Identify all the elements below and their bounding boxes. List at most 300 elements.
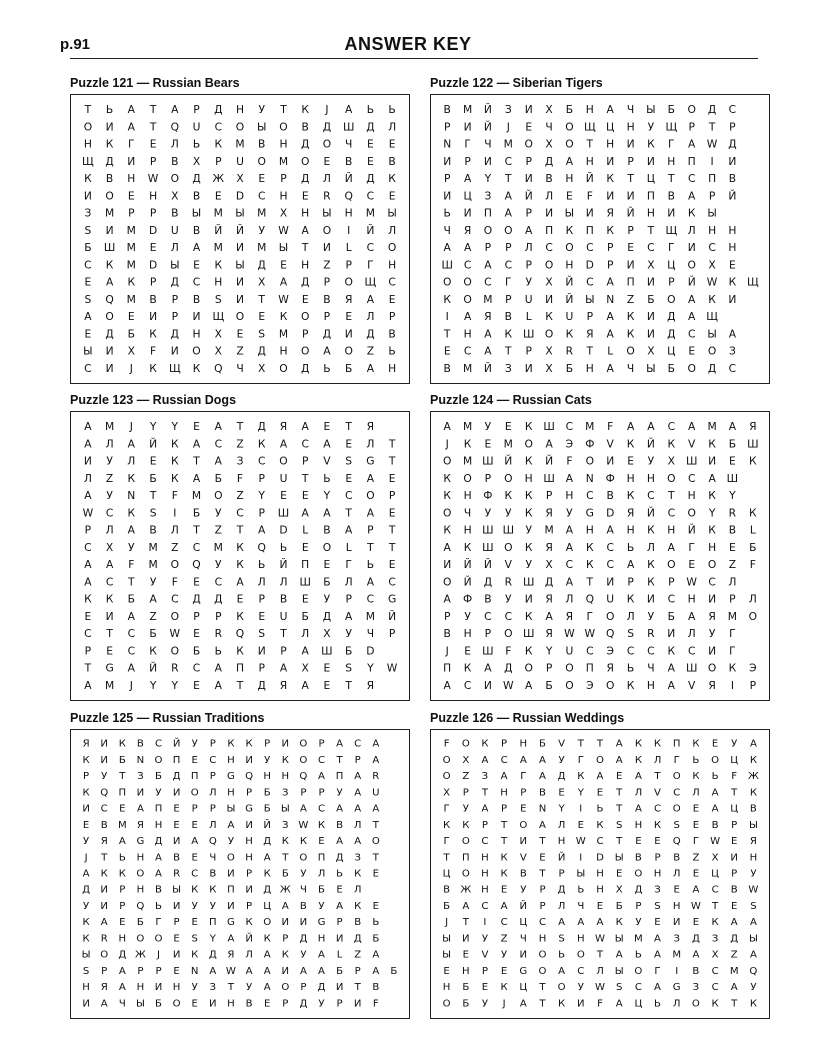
grid-letter: О (299, 852, 308, 864)
grid-letter: Е (504, 420, 512, 434)
grid-letter: П (154, 803, 163, 815)
grid-letter: V (323, 454, 331, 468)
grid-letter: З (84, 206, 92, 220)
grid-letter: И (322, 241, 331, 255)
grid-letter: Е (173, 933, 180, 945)
grid-letter: У (750, 868, 757, 880)
grid-letter: О (667, 558, 676, 572)
grid-letter: Ы (614, 933, 624, 945)
grid-letter: С (577, 965, 585, 977)
grid-letter: П (646, 189, 655, 203)
grid-letter: И (687, 241, 696, 255)
grid-letter: Н (227, 754, 235, 766)
grid-letter: Д (257, 420, 266, 434)
grid-letter: У (155, 787, 162, 799)
grid-letter: Й (646, 437, 655, 451)
grid-letter: Z (462, 771, 470, 783)
grid-letter: Д (335, 852, 344, 864)
grid-letter: С (626, 644, 635, 658)
grid-letter: К (82, 933, 90, 945)
grid-letter: А (558, 917, 566, 929)
grid-letter: Р (388, 489, 396, 503)
grid-letter: О (544, 327, 554, 341)
grid-letter: F (597, 998, 603, 1010)
grid-letter: Х (647, 344, 655, 358)
grid-letter: C (366, 189, 375, 203)
grid-letter: А (372, 738, 380, 750)
grid-letter: С (84, 540, 92, 554)
grid-letter: И (105, 361, 114, 375)
grid-letter: Е (616, 771, 623, 783)
grid-letter: Н (667, 523, 676, 537)
grid-letter: Z (730, 949, 738, 961)
grid-letter: А (500, 901, 508, 912)
grid-letter: Z (728, 558, 737, 572)
grid-letter: С (708, 241, 716, 255)
grid-letter: Ч (484, 137, 492, 151)
grid-letter: Р (215, 609, 222, 623)
word-search-grid (70, 411, 410, 701)
grid-letter: Н (565, 258, 574, 272)
grid-letter: Н (626, 471, 635, 485)
grid-letter: W (706, 137, 718, 151)
grid-letter: Е (558, 787, 565, 799)
grid-letter: Е (388, 137, 396, 151)
grid-letter: И (227, 868, 235, 880)
grid-letter: А (443, 241, 451, 255)
grid-letter: І (710, 154, 714, 168)
grid-letter: Н (462, 965, 470, 977)
grid-letter: Е (149, 137, 157, 151)
grid-letter: Ь (388, 344, 396, 358)
grid-letter: К (82, 787, 90, 799)
grid-letter: S (558, 933, 565, 945)
grid-letter: С (504, 258, 513, 272)
grid-letter: У (264, 754, 271, 766)
grid-letter: В (443, 627, 451, 641)
grid-letter: К (263, 933, 271, 945)
grid-letter: Р (539, 884, 546, 896)
grid-letter: Г (155, 917, 162, 929)
grid-letter: Б (667, 609, 675, 623)
grid-letter: S (615, 982, 623, 994)
puzzle-121 (70, 75, 412, 384)
grid-letter: Л (127, 454, 136, 468)
grid-letter: Д (192, 172, 201, 186)
grid-letter: С (687, 644, 696, 658)
grid-letter: К (214, 258, 223, 272)
grid-letter: Б (462, 998, 470, 1010)
grid-letter: Е (84, 609, 92, 623)
grid-letter: А (263, 852, 271, 864)
grid-letter: К (105, 592, 114, 606)
grid-letter: Е (84, 327, 92, 341)
grid-letter: Д (82, 884, 91, 896)
grid-letter: S (82, 965, 90, 977)
grid-letter: С (84, 627, 92, 641)
grid-letter: Х (105, 540, 114, 554)
grid-letter: И (127, 154, 136, 168)
grid-letter: И (728, 154, 737, 168)
grid-letter: Т (372, 852, 379, 864)
grid-letter: Б (84, 241, 92, 255)
grid-letter: Т (712, 901, 719, 912)
grid-letter: Ф (585, 437, 595, 451)
grid-letter: И (100, 884, 108, 896)
grid-letter: А (127, 120, 135, 134)
grid-letter: А (634, 803, 642, 815)
grid-letter: Щ (212, 310, 225, 324)
grid-letter: И (545, 292, 554, 306)
grid-letter: О (687, 258, 696, 272)
grid-letter: У (300, 949, 307, 961)
grid-letter: D (148, 223, 158, 237)
grid-letter: Н (596, 884, 604, 896)
grid-letter: И (82, 803, 90, 815)
grid-letter: Ш (482, 454, 494, 468)
grid-letter: О (170, 644, 180, 658)
grid-letter: С (708, 575, 716, 589)
grid-letter: О (461, 738, 470, 750)
grid-letter: Х (323, 627, 331, 641)
grid-letter: Т (481, 787, 488, 799)
grid-letter: Х (711, 949, 719, 961)
grid-letter: Р (539, 901, 546, 912)
grid-letter: Т (577, 738, 584, 750)
grid-letter: Y (484, 172, 492, 186)
grid-letter: Д (301, 172, 310, 186)
grid-letter: К (82, 754, 90, 766)
grid-letter: Ј (445, 917, 449, 929)
grid-letter: Н (442, 982, 451, 994)
grid-letter: В (173, 852, 181, 864)
grid-letter: А (318, 949, 325, 961)
grid-letter: С (236, 506, 244, 520)
grid-letter: Й (263, 819, 271, 831)
grid-letter: Л (692, 787, 700, 799)
grid-letter: Б (155, 771, 162, 783)
grid-letter: М (278, 327, 289, 341)
grid-letter: Т (708, 120, 716, 134)
grid-letter: Ь (692, 754, 700, 766)
grid-letter: Е (729, 258, 736, 272)
grid-letter: К (301, 103, 309, 117)
grid-letter: Н (83, 137, 92, 151)
grid-letter: О (170, 558, 180, 572)
grid-letter: А (366, 361, 375, 375)
grid-letter: К (463, 437, 472, 451)
grid-letter: Р (545, 489, 553, 503)
grid-letter: Е (367, 137, 374, 151)
grid-letter: В (209, 868, 217, 880)
grid-letter: И (100, 901, 108, 912)
grid-letter: Z (149, 609, 157, 623)
grid-letter: А (192, 437, 201, 451)
grid-letter: F (372, 998, 379, 1010)
grid-letter: И (236, 292, 244, 306)
grid-letter: С (565, 420, 574, 434)
grid-letter: Й (626, 206, 635, 220)
grid-letter: З (728, 344, 736, 358)
grid-letter: Х (236, 172, 244, 186)
grid-letter: З (711, 933, 719, 945)
grid-letter: Л (344, 575, 353, 589)
grid-letter: Я (366, 420, 375, 434)
grid-letter: Я (136, 819, 144, 831)
grid-letter: Ш (543, 420, 555, 434)
grid-letter: К (667, 644, 676, 658)
grid-letter: К (105, 137, 114, 151)
grid-letter: Е (566, 189, 573, 203)
grid-letter: У (318, 901, 325, 912)
grid-letter: З (484, 189, 492, 203)
grid-letter: У (191, 901, 198, 912)
grid-letter: S (84, 223, 92, 237)
grid-letter: И (257, 644, 266, 658)
grid-letter: В (299, 901, 307, 912)
grid-letter: Е (692, 819, 700, 831)
grid-letter: И (172, 901, 181, 912)
grid-letter: Т (282, 852, 289, 864)
grid-letter: О (463, 275, 472, 289)
grid-letter: Ј (506, 120, 510, 134)
grid-letter: Р (388, 627, 396, 641)
grid-letter: S (627, 627, 634, 641)
grid-letter: Х (258, 361, 266, 375)
grid-letter: Ы (564, 206, 575, 220)
grid-letter: П (585, 661, 594, 675)
grid-letter: У (300, 868, 307, 880)
grid-letter: Ч (626, 361, 635, 375)
grid-letter: Р (318, 787, 325, 799)
grid-letter: Р (606, 241, 614, 255)
grid-letter: Н (634, 819, 643, 831)
grid-letter: Р (101, 965, 108, 977)
grid-letter: К (524, 609, 533, 623)
grid-letters (71, 412, 409, 700)
grid-letter: К (749, 998, 757, 1010)
grid-letter: Д (544, 575, 554, 589)
grid-letter: Я (545, 592, 553, 606)
grid-letter: Р (258, 471, 265, 485)
grid-letter: И (281, 965, 290, 977)
grid-letter: С (84, 258, 92, 272)
grid-letter: И (463, 120, 472, 134)
grid-letter: С (687, 471, 696, 485)
grid-letter: L (607, 344, 614, 358)
grid-letter: Й (687, 523, 696, 537)
grid-letter: У (209, 901, 216, 912)
grid-letter: С (463, 258, 472, 272)
puzzle-123 (70, 392, 412, 701)
grid-letter: Р (501, 803, 508, 815)
grid-letter: Р (282, 998, 289, 1010)
grid-letter: С (317, 754, 326, 766)
grid-letter: Л (557, 819, 566, 831)
grid-letter: Е (500, 965, 508, 977)
grid-letter: Ц (667, 258, 676, 272)
grid-letter: Ы (748, 819, 758, 831)
grid-letter: Г (443, 836, 450, 847)
puzzle-126 (430, 710, 772, 1019)
grid-letter: Л (748, 592, 757, 606)
grid-letter: У (647, 609, 655, 623)
grid-letter: С (606, 558, 614, 572)
grid-letter: W (147, 172, 159, 186)
grid-letter: Б (149, 627, 157, 641)
grid-letter: Й (565, 275, 574, 289)
grid-letter: Е (323, 661, 331, 675)
grid-letter: И (708, 454, 717, 468)
grid-letter: О (557, 982, 566, 994)
grid-letter: А (730, 917, 738, 929)
grid-letter: Г (520, 771, 527, 783)
grid-letter: Н (344, 206, 353, 220)
grid-letter: Ь (711, 771, 719, 783)
grid-letter: А (336, 901, 344, 912)
grid-letter: К (354, 901, 362, 912)
grid-letter: М (191, 489, 202, 503)
grid-letter: Ч (366, 627, 375, 641)
grid-letter: У (501, 949, 508, 961)
grid-letter: О (634, 868, 643, 880)
grid-letter: У (731, 738, 738, 750)
grid-letter: Т (505, 344, 512, 358)
grid-letter: Е (729, 454, 736, 468)
grid-letter: А (615, 998, 623, 1010)
grid-letter: F (505, 644, 512, 658)
grid-letter: О (442, 998, 451, 1010)
grid-letter: Й (236, 223, 244, 237)
grid-letter: А (462, 901, 470, 912)
grid-letter: Х (667, 454, 675, 468)
grid-letter: G (245, 803, 254, 815)
grid-letter: Н (481, 852, 489, 864)
grid-letter: С (84, 361, 92, 375)
grid-letter: O (322, 223, 332, 237)
grid-letter: U (565, 644, 574, 658)
grid-letter: С (545, 241, 553, 255)
grid-letter: Л (728, 575, 737, 589)
grid-letter: Э (606, 644, 614, 658)
grid-letter: Р (246, 868, 253, 880)
grid-letter: И (83, 189, 92, 203)
grid-letter: Р (688, 120, 695, 134)
grid-letter: У (336, 787, 343, 799)
grid-letter: А (728, 420, 737, 434)
grid-letter: А (191, 836, 199, 847)
grid-letter: М (503, 437, 513, 451)
grid-letter: R (173, 868, 181, 880)
grid-letter: К (586, 558, 594, 572)
grid-letter: В (100, 819, 108, 831)
grid-letter: А (372, 754, 380, 766)
grid-letter: О (344, 344, 353, 358)
grid-letter: К (127, 275, 136, 289)
grid-letter: Y (209, 933, 216, 945)
grid-letter: Н (585, 523, 594, 537)
grid-letter: Е (236, 327, 244, 341)
grid-letter: Л (366, 437, 375, 451)
grid-letter: О (524, 137, 533, 151)
grid-letter: Е (323, 420, 331, 434)
grid-letter: Н (172, 982, 181, 994)
grid-letter: Ь (336, 868, 344, 880)
grid-letter: S (258, 627, 266, 641)
grid-letter: О (667, 471, 676, 485)
grid-letter: Y (545, 644, 553, 658)
grid-letter: Q (136, 901, 145, 912)
grid-letter: Б (155, 998, 162, 1010)
grid-letter: Г (443, 803, 450, 815)
grid-letter: С (191, 868, 199, 880)
grid-letter: Q (672, 836, 681, 847)
grid-letter: Т (354, 982, 361, 994)
grid-letter: Ш (482, 644, 494, 658)
grid-letter: Д (263, 884, 272, 896)
grid-letter: Q (299, 771, 308, 783)
grid-letter: В (354, 917, 362, 929)
grid-letter: И (524, 172, 533, 186)
grid-letter: F (171, 575, 178, 589)
grid-letter: К (245, 917, 253, 929)
grid-letter: Х (545, 275, 553, 289)
grid-letter: Х (545, 344, 553, 358)
grid-letter: Q (749, 965, 758, 977)
grid-letter: А (565, 471, 574, 485)
grid-letter: А (366, 292, 375, 306)
grid-letter: О (691, 998, 700, 1010)
grid-letter: И (245, 884, 253, 896)
grid-letter: Ы (442, 933, 452, 945)
grid-letter: Н (577, 933, 585, 945)
grid-letter: О (463, 292, 472, 306)
grid-letter: Е (711, 738, 719, 750)
grid-letter: О (263, 917, 272, 929)
grid-letter: У (558, 754, 565, 766)
grid-letter: Ы (278, 241, 289, 255)
grid-letter: А (545, 609, 553, 623)
grid-letter: М (257, 241, 267, 255)
grid-letter: Р (119, 884, 126, 896)
grid-letter: S (84, 292, 92, 306)
grid-letter: Е (692, 803, 700, 815)
grid-letter: Р (367, 523, 374, 537)
grid-letter: Q (235, 627, 245, 641)
grid-letter: К (728, 661, 737, 675)
grid-letter: Б (127, 592, 135, 606)
grid-letter: У (191, 982, 198, 994)
grid-letter: Е (673, 884, 680, 896)
grid-letter: Р (443, 172, 451, 186)
grid-letter: Я (545, 506, 553, 520)
grid-letter: М (148, 540, 158, 554)
grid-letter: О (192, 344, 201, 358)
grid-letter: Ц (263, 901, 272, 912)
grid-letter: С (667, 592, 676, 606)
grid-letter: О (483, 223, 493, 237)
grid-letter: С (388, 575, 396, 589)
grid-letter: Р (484, 471, 492, 485)
grid-letter: Й (565, 292, 574, 306)
grid-letter: У (128, 540, 135, 554)
grid-letter: Щ (82, 154, 94, 168)
grid-letter: Т (258, 292, 265, 306)
grid-letter: W (503, 678, 514, 692)
grid-letter: Х (545, 137, 553, 151)
grid-letter: Z (500, 933, 508, 945)
grid-letter: У (215, 506, 222, 520)
